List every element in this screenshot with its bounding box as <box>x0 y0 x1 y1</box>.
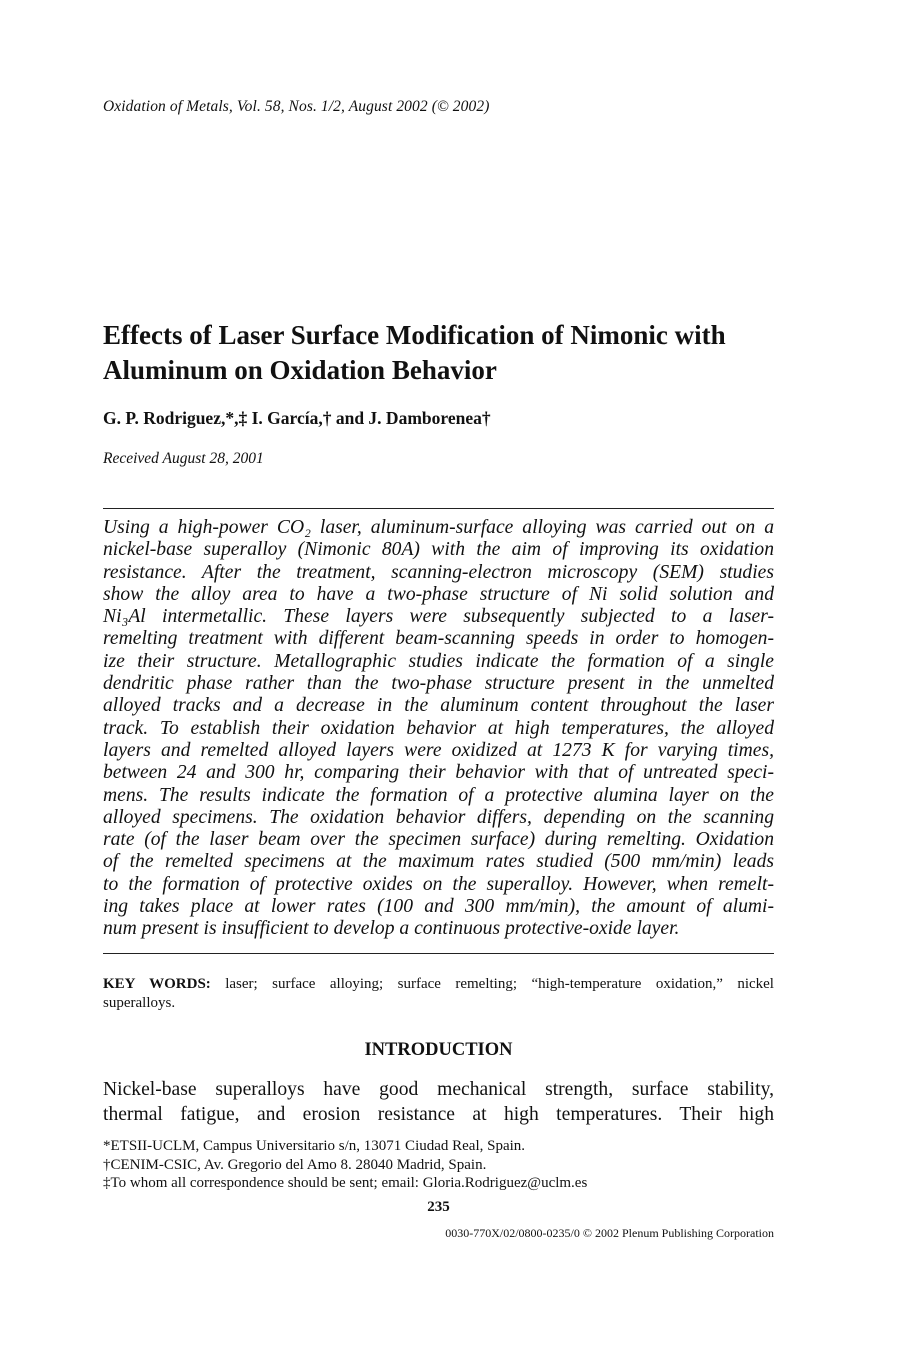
page-number: 235 <box>427 1199 450 1215</box>
abstract-line: nickel-base superalloy (Nimonic 80A) with the aim of improving its oxidation <box>103 539 774 561</box>
abstract-line: Using a high-power CO₂ laser, aluminum-surface alloying was carried out on a <box>103 517 774 538</box>
paper-page <box>103 0 774 1347</box>
abstract-line: mens. The results indicate the formation of a protective alumina layer on the <box>103 784 774 806</box>
footnote: †CENIM-CSIC, Av. Gregorio del Amo 8. 28040 Madrid, Spain. <box>103 1156 487 1173</box>
title-line: Effects of Laser Surface Modification of Nimonic with <box>103 320 726 350</box>
introduction-body <box>103 1077 774 1127</box>
author-list: G. P. Rodriguez,*,‡ I. García,† and J. Damborenea† <box>103 408 491 428</box>
abstract-line: ing takes place at lower rates (100 and 300 mm/min), the amount of alumi- <box>103 896 774 918</box>
abstract-line: resistance. After the treatment, scanning-electron microscopy (SEM) studies <box>103 561 774 583</box>
body-line: thermal fatigue, and erosion resistance at high temperatures. Their high <box>103 1104 774 1125</box>
abstract <box>103 517 774 941</box>
abstract-line: to the formation of protective oxides on the superalloy. However, when remelt- <box>103 873 774 895</box>
keywords-line: superalloys. <box>103 995 176 1011</box>
body-line: Nickel-base superalloys have good mechanical strength, surface stability, <box>103 1079 774 1100</box>
abstract-line: between 24 and 300 hr, comparing their behavior with that of untreated speci- <box>103 762 774 784</box>
abstract-bottom-rule <box>103 953 774 954</box>
footnote: ‡To whom all correspondence should be sent; email: Gloria.Rodriguez@uclm.es <box>103 1175 588 1191</box>
abstract-line: Ni₃Al intermetallic. These layers were subsequently subjected to a laser- <box>103 606 774 628</box>
journal-citation: Oxidation of Metals, Vol. 58, Nos. 1/2, August 2002 (© 2002) <box>103 98 490 115</box>
section-heading-introduction: INTRODUCTION <box>364 1040 513 1060</box>
received-date: Received August 28, 2001 <box>103 450 264 467</box>
abstract-line: track. To establish their oxidation behavior at high temperatures, the alloyed <box>103 717 774 739</box>
abstract-line: layers and remelted alloyed layers were oxidized at 1273 K for varying times, <box>103 739 774 761</box>
abstract-top-rule <box>103 508 774 509</box>
abstract-line: ize their structure. Metallographic studies indicate the formation of a single <box>103 650 774 672</box>
keywords <box>103 975 774 1013</box>
abstract-line: num present is insufficient to develop a continuous protective-oxide layer. <box>103 918 680 940</box>
footnotes <box>103 1137 774 1193</box>
abstract-line: remelting treatment with different beam-scanning speeds in order to homogen- <box>103 628 774 650</box>
keywords-label: KEY WORDS: <box>103 976 211 992</box>
abstract-line: rate (of the laser beam over the specimen surface) during remelting. Oxidation <box>103 829 774 851</box>
keywords-line <box>103 975 774 994</box>
title-line: Aluminum on Oxidation Behavior <box>103 355 497 385</box>
keywords-text: laser; surface alloying; surface remelting; “high-temperature oxidation,” nickel <box>210 976 774 992</box>
abstract-line: alloyed tracks and a decrease in the aluminum content throughout the laser <box>103 695 774 717</box>
abstract-line: dendritic phase rather than the two-phase structure present in the unmelted <box>103 673 774 695</box>
article-title <box>103 318 774 388</box>
copyright-notice: 0030-770X/02/0800-0235/0 © 2002 Plenum Publishing Corporation <box>445 1226 774 1240</box>
footnote: *ETSII-UCLM, Campus Universitario s/n, 13071 Ciudad Real, Spain. <box>103 1138 526 1154</box>
abstract-line: alloyed specimens. The oxidation behavior differs, depending on the scanning <box>103 806 774 828</box>
abstract-line: of the remelted specimens at the maximum rates studied (500 mm/min) leads <box>103 851 774 873</box>
abstract-line: show the alloy area to have a two-phase structure of Ni solid solution and <box>103 583 774 605</box>
